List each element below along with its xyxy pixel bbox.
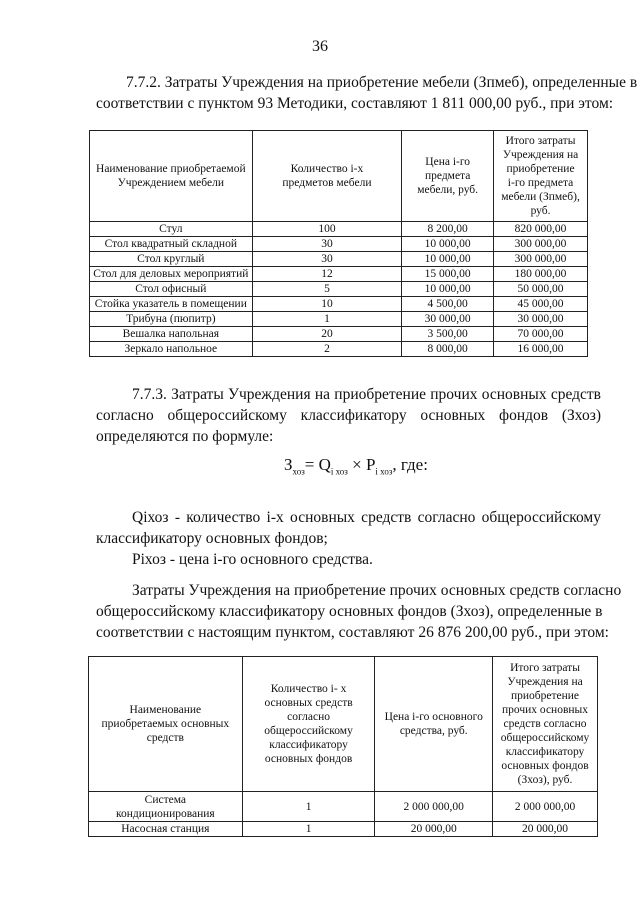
section-7-7-2-paragraph	[96, 72, 638, 114]
paragraph-line: Qiхоз - количество i-х основных средств согласно общероссийскому	[132, 509, 601, 526]
table-cell: 820 000,00	[494, 222, 588, 237]
table-cell: Стол для деловых мероприятий	[90, 267, 253, 282]
formula-q-subscript: i хоз	[330, 466, 348, 477]
table-cell: 30 000,00	[402, 312, 494, 327]
table-cell: 1	[242, 792, 375, 822]
total-cost-paragraph	[96, 580, 622, 643]
table-cell: 50 000,00	[494, 282, 588, 297]
table-row	[90, 222, 588, 237]
table-header-row	[90, 131, 588, 222]
table-cell: 300 000,00	[494, 237, 588, 252]
table-cell: 1	[242, 822, 375, 837]
q-definition	[96, 507, 601, 549]
table-cell: 15 000,00	[402, 267, 494, 282]
table-cell: Насосная станция	[89, 822, 243, 837]
paragraph-line: соответствии с настоящим пунктом, составляют 26 876 200,00 руб., при этом:	[96, 624, 609, 641]
table-cell: Стол офисный	[90, 282, 253, 297]
paragraph-line: соответствии с пунктом 93 Методики, составляют 1 811 000,00 руб., при этом:	[96, 95, 614, 112]
paragraph-line: определяются по формуле:	[96, 428, 274, 445]
table-row	[90, 342, 588, 357]
table-cell: 20	[252, 327, 402, 342]
paragraph-line: согласно общероссийскому классификатору основных фондов (Зхоз)	[96, 407, 601, 424]
column-header: Цена i-го предмета мебели, руб.	[402, 131, 494, 222]
table-cell: 30 000,00	[494, 312, 588, 327]
table-cell: 10	[252, 297, 402, 312]
formula-lhs-subscript: хоз	[292, 466, 305, 477]
table-cell: 8 200,00	[402, 222, 494, 237]
formula-lhs: З	[284, 455, 293, 474]
table-cell: 30	[252, 237, 402, 252]
table-cell: 2 000 000,00	[375, 792, 493, 822]
formula-times: ×	[352, 455, 362, 474]
table-cell: 20 000,00	[375, 822, 493, 837]
formula-q: Q	[318, 455, 331, 474]
table-cell: 10 000,00	[402, 237, 494, 252]
table-row	[90, 267, 588, 282]
table-row	[90, 282, 588, 297]
paragraph-line: Затраты Учреждения на приобретение прочих основных средств согласно	[132, 582, 622, 599]
table-cell: 300 000,00	[494, 252, 588, 267]
table-cell: Зеркало напольное	[90, 342, 253, 357]
table-cell: 100	[252, 222, 402, 237]
table-cell: 45 000,00	[494, 297, 588, 312]
table-cell: 10 000,00	[402, 282, 494, 297]
table-cell: Система кондиционирования	[89, 792, 243, 822]
paragraph-line: общероссийскому классификатору основных фондов (Зхоз), определенные в	[96, 603, 603, 620]
table-cell: 3 500,00	[402, 327, 494, 342]
column-header: Цена i-го основного средства, руб.	[375, 657, 493, 792]
table-row	[90, 327, 588, 342]
table-cell: 2 000 000,00	[493, 792, 598, 822]
table-cell: Стойка указатель в помещении	[90, 297, 253, 312]
column-header: Наименование приобретаемых основных средств	[89, 657, 243, 792]
paragraph-line: Piхоз - цена i-го основного средства.	[132, 551, 373, 568]
table-cell: 16 000,00	[494, 342, 588, 357]
column-header: Количество i-х предметов мебели	[252, 131, 402, 222]
table-cell: 20 000,00	[493, 822, 598, 837]
furniture-cost-table	[89, 130, 588, 357]
table-cell: Стол квадратный складной	[90, 237, 253, 252]
table-cell: 12	[252, 267, 402, 282]
table-row	[90, 297, 588, 312]
table-cell: Стул	[90, 222, 253, 237]
table-cell: 180 000,00	[494, 267, 588, 282]
table-header-row	[89, 657, 598, 792]
table-cell: 1	[252, 312, 402, 327]
cost-formula	[284, 455, 428, 476]
table-cell: 10 000,00	[402, 252, 494, 267]
table-cell: Стол круглый	[90, 252, 253, 267]
paragraph-line: 7.7.2. Затраты Учреждения на приобретение мебели (Зпмеб), определенные в	[126, 74, 638, 91]
column-header: Количество i- х основных средств согласно общероссийскому классификатору основных фондов	[242, 657, 375, 792]
table-cell: Трибуна (пюпитр)	[90, 312, 253, 327]
table-cell: 4 500,00	[402, 297, 494, 312]
column-header: Наименование приобретаемой Учреждением мебели	[90, 131, 253, 222]
table-cell: Вешалка напольная	[90, 327, 253, 342]
table-cell: 2	[252, 342, 402, 357]
paragraph-line: классификатору основных фондов;	[96, 530, 328, 547]
paragraph-line: 7.7.3. Затраты Учреждения на приобретение прочих основных средств	[132, 386, 601, 403]
table-cell: 70 000,00	[494, 327, 588, 342]
table-row	[89, 792, 598, 822]
formula-p-subscript: i хоз	[375, 466, 393, 477]
column-header: Итого затраты Учреждения на приобретение прочих основных средств согласно общероссийскому классификатору основных фондов (Зхоз), руб.	[493, 657, 598, 792]
section-7-7-3-paragraph	[96, 384, 601, 447]
formula-p: P	[365, 455, 376, 474]
table-cell: 30	[252, 252, 402, 267]
table-row	[90, 312, 588, 327]
p-definition	[132, 549, 601, 570]
table-row	[90, 252, 588, 267]
table-row	[90, 237, 588, 252]
table-cell: 5	[252, 282, 402, 297]
formula-tail: , где:	[392, 455, 428, 474]
fixed-assets-cost-table	[88, 656, 598, 837]
table-row	[89, 822, 598, 837]
formula-equals: =	[304, 455, 315, 474]
table-cell: 8 000,00	[402, 342, 494, 357]
column-header: Итого затраты Учреждения на приобретение i-го предмета мебели (Зпмеб), руб.	[494, 131, 588, 222]
page-number: 36	[312, 38, 328, 55]
